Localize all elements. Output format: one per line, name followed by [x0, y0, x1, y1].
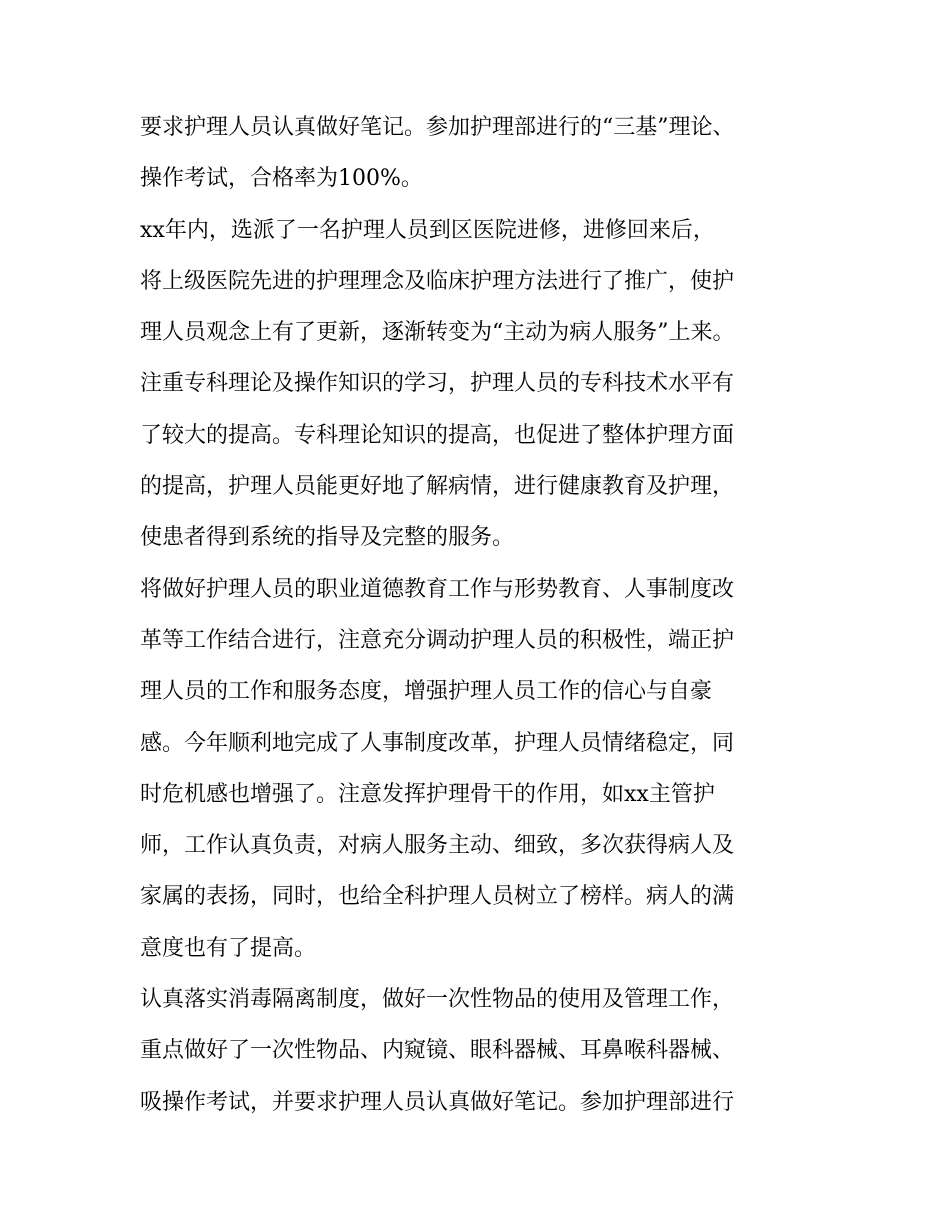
text-line: xx年内，选派了一名护理人员到区医院进修，进修回来后， [140, 217, 715, 243]
text-line: 将做好护理人员的职业道德教育工作与形势教育、人事制度改 [140, 576, 735, 602]
text-line: 时危机感也增强了。注意发挥护理骨干的作用，如xx主管护 [140, 781, 715, 807]
text-line: 注重专科理论及操作知识的学习，护理人员的专科技术水平有 [140, 371, 735, 397]
text-line: 师，工作认真负责，对病人服务主动、细致，多次获得病人及 [140, 833, 735, 859]
text-line: 理人员的工作和服务态度，增强护理人员工作的信心与自豪 [140, 679, 713, 705]
text-line: 家属的表扬，同时，也给全科护理人员树立了榜样。病人的满 [140, 884, 735, 910]
text-line: 革等工作结合进行，注意充分调动护理人员的积极性，端正护 [140, 627, 735, 653]
text-line: 理人员观念上有了更新，逐渐转变为“主动为病人服务”上来。 [140, 320, 735, 346]
document-body [140, 102, 820, 1128]
text-line: 重点做好了一次性物品、内窥镜、眼科器械、耳鼻喉科器械、 [140, 1038, 735, 1064]
text-line: 要求护理人员认真做好笔记。参加护理部进行的“三基”理论、 [140, 115, 735, 140]
text-line: 感。今年顺利地完成了人事制度改革，护理人员情绪稳定，同 [140, 730, 735, 756]
text-line: 了较大的提高。专科理论知识的提高，也促进了整体护理方面 [140, 422, 735, 448]
text-line: 意度也有了提高。 [140, 935, 317, 961]
text-line: 吸操作考试，并要求护理人员认真做好笔记。参加护理部进行 [140, 1089, 735, 1115]
text-line: 认真落实消毒隔离制度，做好一次性物品的使用及管理工作， [140, 987, 735, 1013]
text-line: 使患者得到系统的指导及完整的服务。 [140, 525, 515, 551]
text-line: 操作考试，合格率为100%。 [140, 166, 423, 192]
text-line: 的提高，护理人员能更好地了解病情，进行健康教育及护理， [140, 474, 735, 500]
text-line: 将上级医院先进的护理理念及临床护理方法进行了推广，使护 [140, 268, 735, 294]
